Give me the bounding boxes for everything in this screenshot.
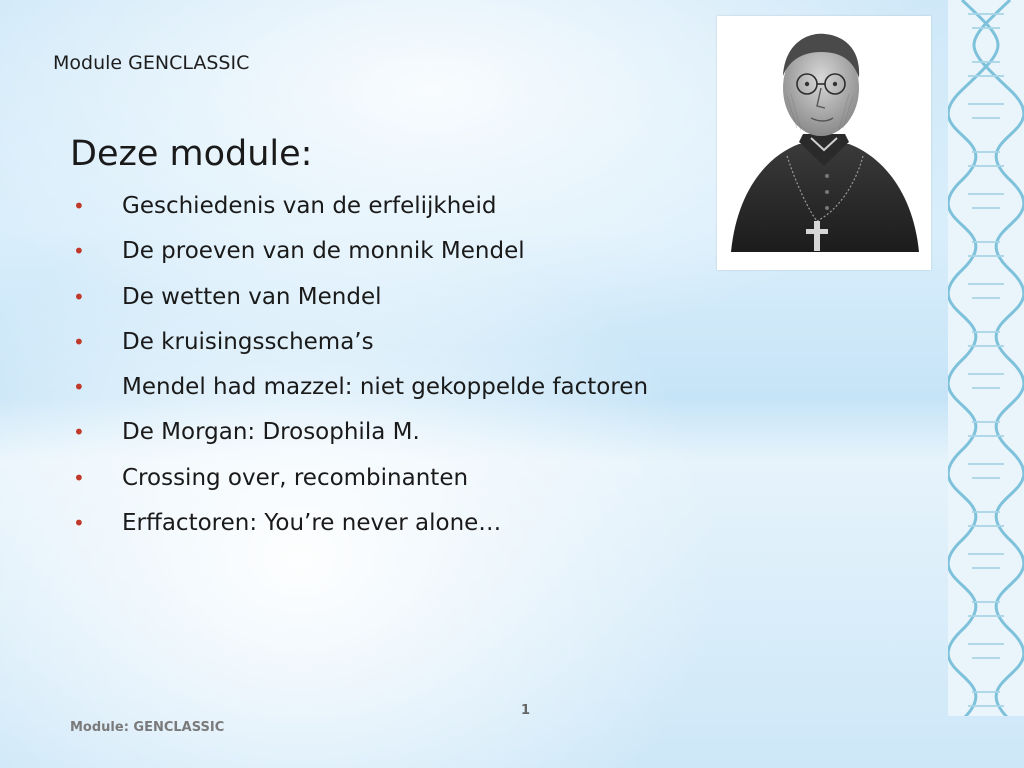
bullet-icon: • bbox=[73, 239, 85, 264]
list-item bbox=[70, 233, 648, 278]
slide-title: Deze module: bbox=[70, 134, 313, 174]
bullet-icon: • bbox=[73, 284, 85, 309]
bullet-list bbox=[70, 188, 648, 550]
portrait-image bbox=[717, 16, 931, 270]
mendel-portrait-icon bbox=[717, 16, 931, 270]
list-item bbox=[70, 505, 648, 550]
bullet-icon: • bbox=[73, 420, 85, 445]
bullet-text: De wetten van Mendel bbox=[122, 283, 382, 310]
footer-module-label: Module: GENCLASSIC bbox=[70, 720, 225, 735]
list-item bbox=[70, 414, 648, 459]
list-item bbox=[70, 460, 648, 505]
list-item bbox=[70, 279, 648, 324]
page-number: 1 bbox=[521, 703, 531, 718]
bullet-text: De Morgan: Drosophila M. bbox=[122, 419, 420, 446]
bullet-icon: • bbox=[73, 194, 85, 218]
bullet-icon: • bbox=[73, 465, 85, 490]
bullet-text: De kruisingsschema’s bbox=[122, 328, 374, 355]
bullet-text: Crossing over, recombinanten bbox=[122, 464, 469, 491]
list-item bbox=[70, 324, 648, 369]
dna-decoration bbox=[948, 0, 1024, 716]
bullet-text: De proeven van de monnik Mendel bbox=[122, 238, 525, 265]
bullet-text: Mendel had mazzel: niet gekoppelde factoren bbox=[122, 374, 649, 401]
bullet-icon: • bbox=[73, 375, 85, 400]
bullet-icon: • bbox=[73, 329, 85, 354]
header-module-label: Module GENCLASSIC bbox=[53, 52, 250, 74]
bullet-text: Erffactoren: You’re never alone… bbox=[122, 510, 502, 537]
list-item bbox=[70, 369, 648, 414]
bullet-text: Geschiedenis van de erfelijkheid bbox=[122, 193, 497, 219]
list-item bbox=[70, 188, 648, 233]
bullet-icon: • bbox=[73, 511, 85, 536]
dna-helix-icon bbox=[948, 0, 1024, 716]
